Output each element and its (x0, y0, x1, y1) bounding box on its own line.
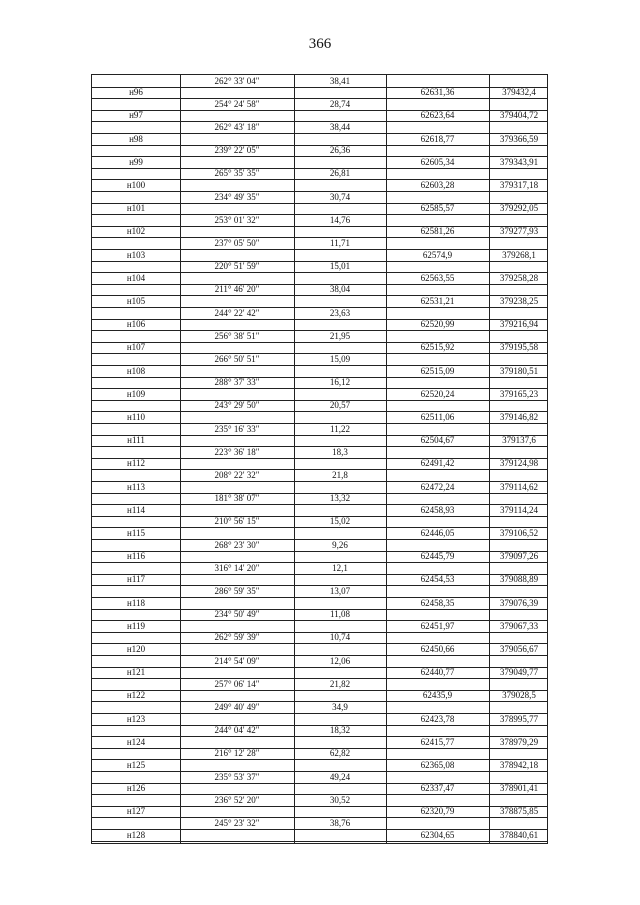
segment-distance: 15,01 (329, 261, 351, 272)
coordinate-y: 379146,82 (499, 411, 539, 422)
coordinate-y: 379195,58 (499, 342, 539, 353)
point-name: н120 (126, 643, 146, 654)
segment-angle: 211° 46' 20" (214, 284, 260, 295)
coordinate-x: 62446,05 (420, 527, 455, 538)
segment-angle: 237° 05' 50" (214, 237, 260, 248)
segment-distance: 18,32 (329, 725, 351, 736)
segment-angle: 239° 22' 05" (214, 145, 260, 156)
coordinate-y: 379343,91 (499, 156, 539, 167)
segment-angle: 288° 37' 33" (214, 377, 260, 388)
coordinate-x: 62491,42 (420, 458, 455, 469)
segment-distance: 26,36 (329, 145, 351, 156)
segment-distance: 18,3 (332, 446, 348, 457)
coordinate-y: 379180,51 (499, 365, 539, 376)
point-name: н98 (129, 133, 143, 144)
point-name: н123 (126, 713, 146, 724)
coordinate-x: 62515,92 (420, 342, 455, 353)
segment-angle: 243° 29' 50" (214, 400, 260, 411)
coordinate-x: 62631,36 (420, 87, 455, 98)
coordinate-x: 62585,57 (420, 203, 455, 214)
segment-angle: 266° 50' 51" (214, 353, 260, 364)
segment-distance: 21,8 (332, 469, 348, 480)
coordinate-y: 379238,25 (499, 295, 539, 306)
segment-distance: 62,82 (329, 748, 351, 759)
coordinate-y: 379028,5 (502, 690, 536, 701)
segment-angle: 249° 40' 49" (214, 701, 260, 712)
coordinate-x: 62304,65 (420, 829, 455, 840)
point-name: н105 (126, 295, 146, 306)
segment-angle: 253° 01' 32" (214, 214, 260, 225)
point-name: н101 (126, 203, 146, 214)
coordinate-x: 62515,09 (420, 365, 455, 376)
coordinate-x: 62445,79 (420, 551, 455, 562)
page-number: 366 (308, 36, 332, 52)
coordinate-y: 379097,26 (499, 551, 539, 562)
coordinate-x: 62415,77 (420, 736, 455, 747)
coordinate-y: 379258,28 (499, 272, 539, 283)
coordinate-y: 379049,77 (499, 667, 539, 678)
coordinate-y: 378840,61 (499, 829, 539, 840)
segment-angle: 257° 06' 14" (214, 678, 260, 689)
point-name: н104 (126, 272, 146, 283)
coordinate-y: 379114,62 (500, 481, 538, 492)
point-name: н110 (127, 411, 145, 422)
point-name: н97 (129, 110, 143, 121)
coordinate-x: 62435,9 (422, 690, 453, 701)
row-rule (92, 841, 547, 842)
segment-angle: 234° 49' 35" (214, 191, 260, 202)
coordinate-x: 62563,55 (420, 272, 455, 283)
coordinates-table (91, 74, 548, 844)
coordinate-y: 379056,67 (499, 643, 539, 654)
segment-distance: 11,08 (330, 609, 350, 620)
coordinate-x: 62574,9 (422, 249, 453, 260)
segment-angle: 286° 59' 35" (214, 585, 260, 596)
point-name: н125 (126, 759, 146, 770)
segment-distance: 11,71 (330, 237, 350, 248)
segment-distance: 38,04 (329, 284, 351, 295)
segment-distance: 13,32 (329, 493, 351, 504)
segment-angle: 214° 54' 09" (214, 655, 260, 666)
point-name: н106 (126, 319, 146, 330)
segment-angle: 316° 14' 20" (214, 562, 260, 573)
segment-distance: 23,63 (329, 307, 351, 318)
coordinate-y: 379317,18 (499, 179, 539, 190)
coordinate-x: 62618,77 (420, 133, 455, 144)
coordinate-y: 378995,77 (499, 713, 539, 724)
coordinate-y: 379067,33 (499, 620, 539, 631)
segment-angle: 244° 04' 42" (214, 725, 260, 736)
point-name: н119 (127, 620, 145, 631)
point-name: н115 (127, 527, 145, 538)
point-name: н102 (126, 226, 146, 237)
coordinate-y: 379124,98 (499, 458, 539, 469)
segment-angle: 235° 53' 37" (214, 771, 260, 782)
coordinate-y: 379088,89 (499, 574, 539, 585)
coordinate-x: 62458,35 (420, 597, 455, 608)
point-name: н124 (126, 736, 146, 747)
point-name: н107 (126, 342, 146, 353)
segment-distance: 38,41 (329, 75, 351, 86)
point-name: н126 (126, 783, 146, 794)
point-name: н103 (126, 249, 146, 260)
segment-angle: 254° 24' 58" (214, 98, 260, 109)
coordinate-x: 62520,24 (420, 388, 455, 399)
point-name: н111 (127, 435, 145, 446)
segment-angle: 268° 23' 30" (214, 539, 260, 550)
coordinate-y: 379268,1 (502, 249, 536, 260)
segment-distance: 38,44 (329, 121, 351, 132)
point-name: н100 (126, 179, 146, 190)
coordinate-x: 62440,77 (420, 667, 455, 678)
coordinate-x: 62320,79 (420, 806, 455, 817)
coordinate-x: 62511,06 (420, 411, 455, 422)
segment-angle: 265° 35' 35" (214, 168, 260, 179)
coordinate-y: 379106,52 (499, 527, 539, 538)
segment-distance: 28,74 (329, 98, 351, 109)
segment-distance: 38,76 (329, 817, 351, 828)
segment-distance: 11,22 (330, 423, 350, 434)
segment-angle: 220° 51' 59" (214, 261, 260, 272)
segment-distance: 49,24 (329, 771, 351, 782)
segment-distance: 20,57 (329, 400, 351, 411)
segment-distance: 21,82 (329, 678, 351, 689)
point-name: н112 (127, 458, 145, 469)
segment-angle: 256° 38' 51" (214, 330, 260, 341)
point-name: н113 (127, 481, 145, 492)
coordinate-y: 379114,24 (500, 504, 538, 515)
segment-distance: 30,52 (329, 794, 351, 805)
coordinate-y: 379277,93 (499, 226, 539, 237)
segment-angle: 262° 43' 18" (214, 121, 260, 132)
segment-angle: 262° 59' 39" (214, 632, 260, 643)
segment-angle: 223° 36' 18" (214, 446, 260, 457)
coordinate-x: 62450,66 (420, 643, 455, 654)
segment-distance: 34,9 (332, 701, 348, 712)
coordinate-x: 62454,53 (420, 574, 455, 585)
segment-angle: 216° 12' 28" (214, 748, 260, 759)
coordinate-x: 62520,99 (420, 319, 455, 330)
coordinate-x: 62451,97 (420, 620, 455, 631)
coordinate-y: 378875,85 (499, 806, 539, 817)
segment-distance: 13,07 (329, 585, 351, 596)
coordinate-y: 379366,59 (499, 133, 539, 144)
coordinate-x: 62603,28 (420, 179, 455, 190)
coordinate-y: 379404,72 (499, 110, 539, 121)
point-name: н109 (126, 388, 146, 399)
segment-distance: 9,26 (332, 539, 348, 550)
point-name: н127 (126, 806, 146, 817)
point-name: н121 (126, 667, 146, 678)
coordinate-x: 62531,21 (420, 295, 455, 306)
coordinate-y: 379432,4 (502, 87, 536, 98)
point-name: н114 (127, 504, 145, 515)
segment-distance: 26,81 (329, 168, 351, 179)
segment-distance: 21,95 (329, 330, 351, 341)
coordinate-x: 62423,78 (420, 713, 455, 724)
coordinate-x: 62365,08 (420, 759, 455, 770)
coordinate-y: 378942,18 (499, 759, 539, 770)
segment-angle: 244° 22' 42" (214, 307, 260, 318)
coordinate-y: 378901,41 (499, 783, 539, 794)
coordinate-x: 62337,47 (420, 783, 455, 794)
segment-distance: 12,1 (332, 562, 348, 573)
segment-angle: 245° 23' 32" (214, 817, 260, 828)
coordinate-x: 62623,64 (420, 110, 455, 121)
coordinate-x: 62472,24 (420, 481, 455, 492)
point-name: н96 (129, 87, 143, 98)
coordinate-y: 378979,29 (499, 736, 539, 747)
coordinate-y: 379137,6 (502, 435, 536, 446)
segment-angle: 236° 52' 20" (214, 794, 260, 805)
coordinate-x: 62581,26 (420, 226, 455, 237)
segment-distance: 30,74 (329, 191, 351, 202)
segment-angle: 262° 33' 04" (214, 75, 260, 86)
coordinate-x: 62605,34 (420, 156, 455, 167)
segment-distance: 10,74 (329, 632, 351, 643)
coordinate-y: 379216,94 (499, 319, 539, 330)
segment-distance: 16,12 (329, 377, 351, 388)
segment-angle: 235° 16' 33" (214, 423, 260, 434)
segment-distance: 15,02 (329, 516, 351, 527)
coordinate-x: 62458,93 (420, 504, 455, 515)
point-name: н99 (129, 156, 143, 167)
segment-distance: 15,09 (329, 353, 351, 364)
point-name: н128 (126, 829, 146, 840)
segment-angle: 208° 22' 32" (214, 469, 260, 480)
segment-distance: 14,76 (329, 214, 351, 225)
point-name: н116 (127, 551, 145, 562)
coordinate-y: 379292,05 (499, 203, 539, 214)
segment-angle: 181° 38' 07" (214, 493, 260, 504)
coordinate-y: 379076,39 (499, 597, 539, 608)
segment-angle: 210° 56' 15" (214, 516, 260, 527)
point-name: н122 (126, 690, 146, 701)
segment-distance: 12,06 (329, 655, 351, 666)
point-name: н108 (126, 365, 146, 376)
coordinate-x: 62504,67 (420, 435, 455, 446)
coordinate-y: 379165,23 (499, 388, 539, 399)
point-name: н117 (127, 574, 145, 585)
segment-angle: 234° 50' 49" (214, 609, 260, 620)
point-name: н118 (127, 597, 145, 608)
